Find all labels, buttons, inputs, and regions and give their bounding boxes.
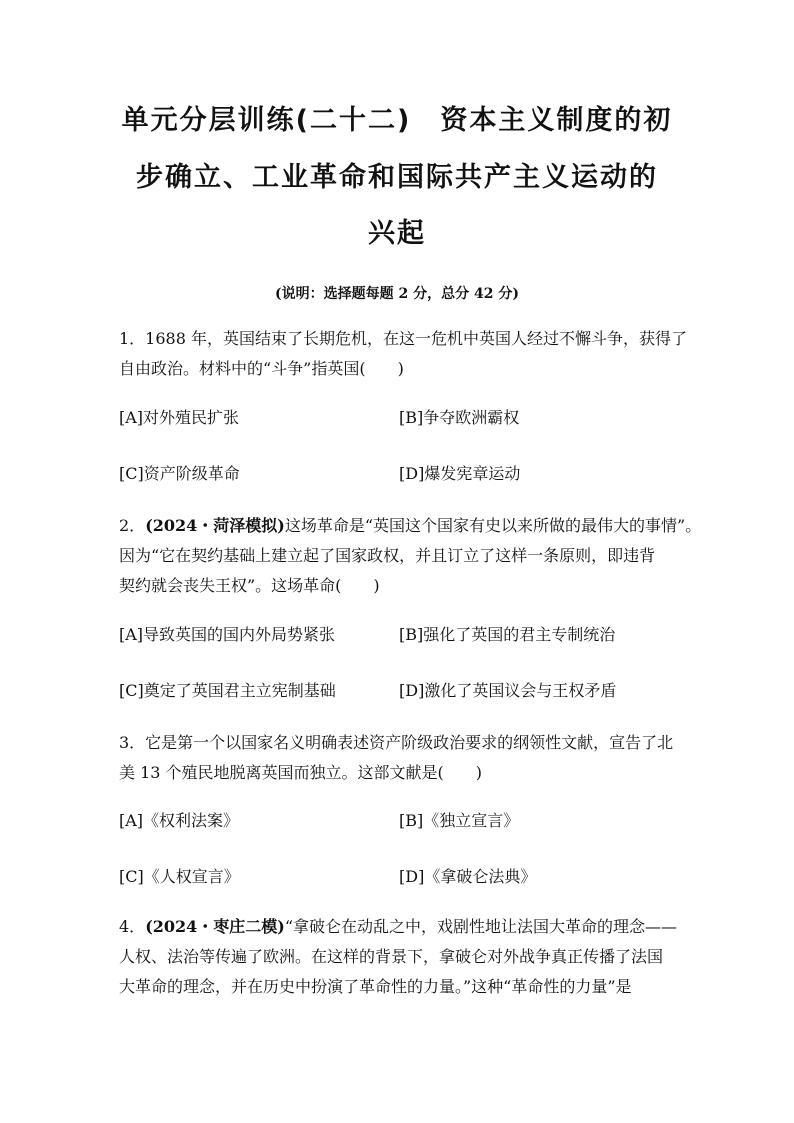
scoring-note: (说明：选择题每题 2 分，总分 42 分) — [275, 286, 519, 302]
q1-stem-line-2: 自由政治。材料中的“斗争”指英国( ) — [119, 359, 404, 378]
q2-number: 2． — [119, 516, 146, 535]
q2-stem-line-2: 因为“它在契约基础上建立起了国家政权，并且订立了这样一条原则，即违背 — [119, 546, 656, 565]
q4-stem-line-2: 人权、法治等传遍了欧洲。在这样的背景下，拿破仑对外战争真正传播了法国 — [119, 947, 664, 966]
q3-option-a: [A]《权利法案》 — [119, 811, 240, 830]
title-line-2: 步确立、工业革命和国际共产主义运动的 — [136, 162, 658, 193]
q2-stem-text: 这场革命是“英国这个国家有史以来所做的最伟大的事情”。 — [284, 516, 702, 535]
q2-option-b: [B]强化了英国的君主专制统治 — [399, 625, 616, 644]
q1-option-c: [C]资产阶级革命 — [119, 464, 240, 483]
q1-stem-line-1: 1．1688 年，英国结束了长期危机，在这一危机中英国人经过不懈斗争，获得了 — [119, 329, 687, 348]
q1-option-b: [B]争夺欧洲霸权 — [399, 408, 520, 427]
q3-option-d: [D]《拿破仑法典》 — [399, 867, 537, 886]
q2-option-a: [A]导致英国的国内外局势紧张 — [119, 625, 336, 644]
q3-option-c: [C]《人权宣言》 — [119, 867, 240, 886]
q3-stem-line-1: 3．它是第一个以国家名义明确表述资产阶级政治要求的纲领性文献，宣告了北 — [119, 733, 674, 752]
q2-source: (2024・菏泽模拟) — [145, 516, 285, 535]
title-line-3: 兴起 — [368, 218, 426, 249]
title-line-1: 单元分层训练(二十二) 资本主义制度的初 — [121, 105, 673, 136]
q3-option-b: [B]《独立宣言》 — [399, 811, 520, 830]
q1-option-d: [D]爆发宪章运动 — [399, 464, 521, 483]
q3-stem-line-2: 美 13 个殖民地脱离英国而独立。这部文献是( ) — [119, 763, 483, 782]
q2-stem-line-1 — [119, 513, 701, 536]
q2-option-c: [C]奠定了英国君主立宪制基础 — [119, 681, 336, 700]
q2-stem-line-3: 契约就会丧失王权”。这场革命( ) — [119, 576, 380, 595]
q2-option-d: [D]激化了英国议会与王权矛盾 — [399, 681, 617, 700]
q4-number: 4． — [119, 917, 146, 936]
q1-option-a: [A]对外殖民扩张 — [119, 408, 240, 427]
q4-stem-line-1 — [119, 914, 677, 937]
q4-source: (2024・枣庄二模) — [145, 917, 285, 936]
q4-stem-line-3: 大革命的理念，并在历史中扮演了革命性的力量。”这种“革命性的力量”是 — [119, 977, 632, 996]
q4-stem-text: “拿破仑在动乱之中，戏剧性地让法国大革命的理念—— — [284, 917, 678, 936]
